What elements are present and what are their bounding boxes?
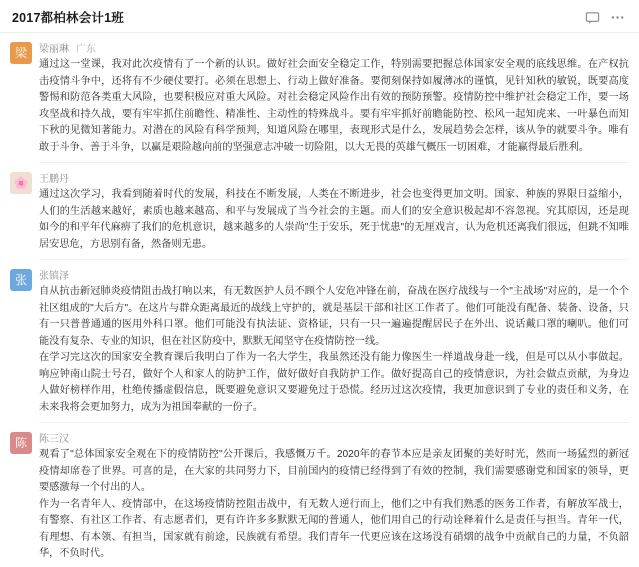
post-body xyxy=(39,40,629,156)
post-body xyxy=(39,267,629,416)
avatar[interactable] xyxy=(10,432,32,454)
post-location: 广东 xyxy=(76,44,96,55)
post-text: 观看了"总体国家安全观在下的疫情防控"公开课后，我感慨万千。2020年的春节本应是亲友团聚的美好时光，然而一场猛烈的新冠疫情却席卷了世界。可喜的是，在大家的共同努力下，目前国内的疫情已经得到了有效的控制，我们需要感谢党和国家的领导，更要感激每一个付出的人。 xyxy=(39,449,629,494)
post-text: 通过这一堂课，我对此次疫情有了一个新的认识。做好社会面安全稳定工作，特别需要把握总体国家安全观的底线思维。在产权抗击疫情斗争中，还将有不少硬仗要打。必须在思想上、行动上做好准备。要彻刻保持如履薄冰的谨慎，见针知秋的敏锐，既要高度警惕和防范各类重大风险，也要积极应对重大风险。对社会稳定风险作出有效的预防预警。疫情防控中维护社会稳定工作，要一场攻坚战和持久战，要有牢牢抓住前瞻性、精准性、主动性的特殊战斗。要有牢牢抓好前瞻能防控、松风一起知虎来、一叶暴色而知下秋的见微知著能力。对潜在的风险有科学预判，知道风险在哪里，表现形式是什么，发展趋势会怎样，该从争的就要斗争。唯有敢于斗争、善于斗争，以赢是艰险越向前的坚强意志冲破一切险阻，以大无畏的英雄气概压一切困难，才能赢得最后胜利。 xyxy=(39,59,629,153)
list-separator xyxy=(39,422,629,423)
page-title: 2017都柏林会计1班 xyxy=(12,11,124,25)
post-text-continued: 在学习完这次的国家安全教育课后我明白了作为一名大学生，我虽然还没有能力像医生一样道战身赴一线，但是可以从小事做起。响应钟南山院士号召，做好个人和家人的防护工作，做好做好自我防护工作。做好提高自己的疫情意识，为社会做点贡献，为身边人做好榜样作用，杜绝传播虚假信息，既要避免意识又要避免过于恐慌。经历过这次疫情，我更加意识到了专业的责任和义务，在未来我将会更加努力，成为为祖国奉献的一份子。 xyxy=(39,352,629,413)
list-item[interactable] xyxy=(10,262,629,420)
post-author: 张镇泽 xyxy=(39,271,69,283)
avatar-glyph: 陈 xyxy=(14,436,27,451)
list-item[interactable] xyxy=(10,35,629,160)
avatar[interactable] xyxy=(10,269,32,291)
list-item[interactable] xyxy=(10,165,629,257)
post-meta xyxy=(39,267,629,282)
post-body xyxy=(39,430,629,563)
post-author: 梁丽琳 xyxy=(39,44,69,55)
more-icon[interactable] xyxy=(610,10,625,25)
avatar-glyph: 张 xyxy=(14,273,27,288)
avatar-glyph: 🌸 xyxy=(13,176,29,191)
post-author: 陈三汉 xyxy=(39,434,69,446)
post-body xyxy=(39,170,629,253)
post-text-continued: 作为一名青年人、疫情部中，在这场疫情防控阻击战中，有无数人逆行而上，他们之中有我们熟悉的医务工作者，有解放军战士，有警察、有社区工作者、有志愿者们，更有许许多多默默无闻的普通人，他们用自己的行动诠释着什么是责任与担当。青年一代，有理想、有本领、有担当，国家就有前途，民族就有希望。我们青年一代更应该在这场没有硝烟的战争中贡献自己的力量，不负韶华，不负时代。 xyxy=(39,498,629,560)
avatar-glyph: 梁 xyxy=(14,46,27,60)
post-text: 通过这次学习，我看到随着时代的发展，科技在不断发展，人类在不断进步，社会也变得更加文明。国家、种族的界限日益缩小，人们的生活越来越好，素质也越来越高、和平与发展成了当今社会的主题。而人们的安全意识极起却不容忽视。究其原因，还是现如今的和平年代麻痹了我们的危机意识，越来越多的人崇尚"生于安乐，死于忧患"的无厘戏言，认为危机还离我们很远，但跳不知唯居安思危，方思别有备，然备则无患。 xyxy=(39,189,629,250)
list-separator xyxy=(39,259,629,260)
post-author: 王鹏丹 xyxy=(39,174,69,186)
post-text: 自从抗击新冠肺炎疫情阻击战打响以来，有无数医护人员不顾个人安危冲锋在前，奋战在医疗战线与一个"主战场"对应的，是一个个社区组成的"大后方"。在这片与群众距离最近的战线上守护的，就是基层干部和社区工作者了。他们可能没有配备、装备、设备，只有一只普普通通的医用外科口罩。他们可能没有执法证、资格证，只有一只一遍遍提醒居民子在外出、说话戴口罩的喇叭。他们可能没有复杂、专业的知识，但在社区防疫中，默默无闻坚守在疫情防控一线。 xyxy=(39,286,629,347)
page-header xyxy=(0,0,639,32)
list-separator xyxy=(39,162,629,163)
post-meta xyxy=(39,40,629,55)
avatar[interactable] xyxy=(10,42,32,64)
message-icon[interactable] xyxy=(585,10,600,25)
post-meta xyxy=(39,170,629,185)
post-feed xyxy=(0,33,639,567)
avatar[interactable] xyxy=(10,172,32,194)
header-actions xyxy=(585,10,625,25)
post-meta xyxy=(39,430,629,445)
list-item[interactable] xyxy=(10,425,629,567)
